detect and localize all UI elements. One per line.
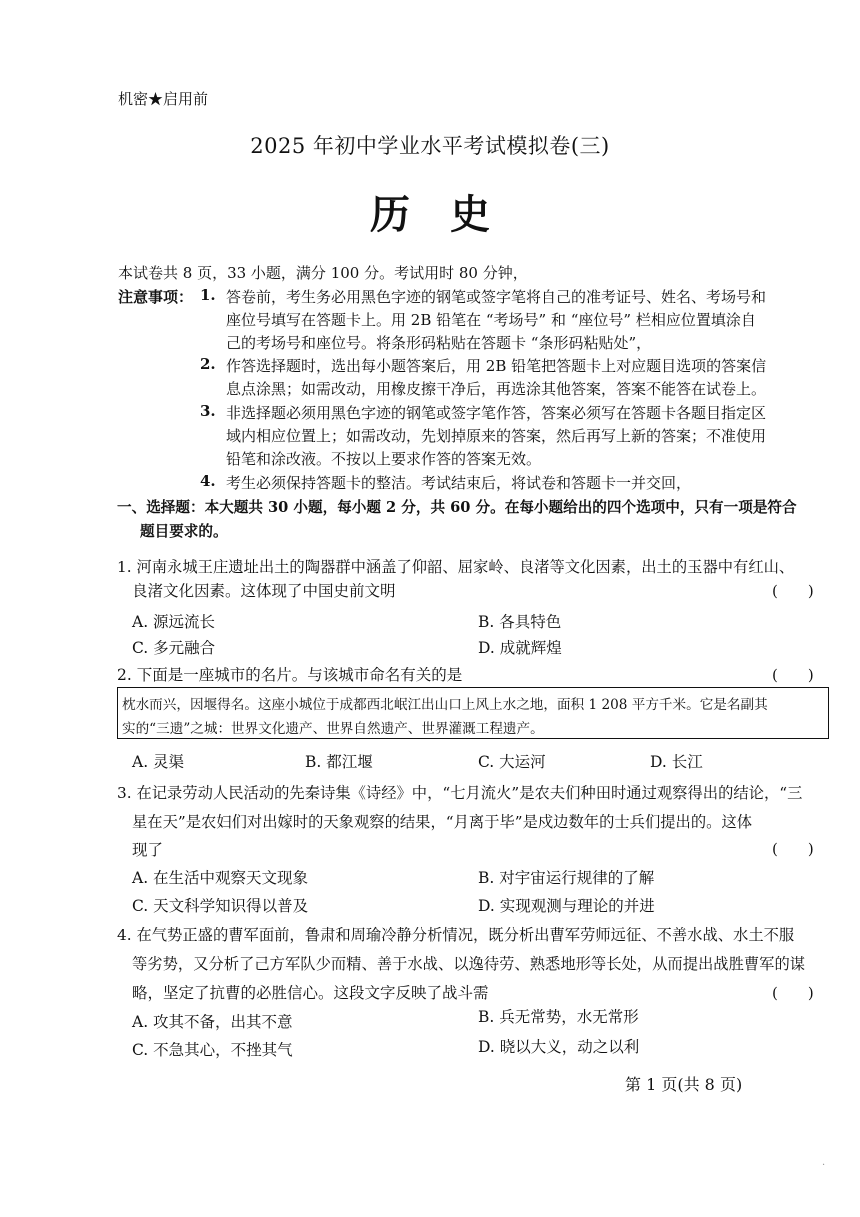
- answer-parentheses: ( ): [772, 666, 814, 684]
- city-card-line-1: 枕水而兴，因堰得名。这座小城位于成都西北岷江出山口上风上水之地，面积 1 208 平方千米。它是名副其: [122, 697, 768, 713]
- confidential-label: 机密★启用前: [118, 90, 209, 108]
- note-number-2: 2.: [200, 355, 216, 373]
- note-2-line-2: 息点涂黑；如需改动，用橡皮擦干净后，再选涂其他答案，答案不能答在试卷上。: [226, 380, 767, 398]
- question-1-option-d: D. 成就辉煌: [478, 639, 562, 657]
- question-2-option-d: D. 长江: [650, 753, 703, 771]
- note-3-line-3: 铅笔和涂改液。不按以上要求作答的答案无效。: [226, 450, 542, 468]
- question-3-option-d: D. 实现观测与理论的并进: [478, 897, 655, 915]
- scan-speck: ·: [822, 1160, 826, 1171]
- note-number-3: 3.: [200, 402, 216, 420]
- question-1-option-c: C. 多元融合: [132, 639, 216, 657]
- note-number-1: 1.: [200, 286, 216, 304]
- note-3-line-2: 域内相应位置上；如需改动，先划掉原来的答案，然后再写上新的答案；不准使用: [226, 427, 767, 445]
- question-2-option-c: C. 大运河: [478, 753, 546, 771]
- exam-intro: 本试卷共 8 页，33 小题，满分 100 分。考试用时 80 分钟，: [118, 264, 528, 282]
- question-2-option-b: B. 都江堰: [305, 753, 373, 771]
- notes-label: 注意事项：: [118, 288, 194, 306]
- page-footer: 第 1 页(共 8 页): [625, 1075, 743, 1094]
- question-4-option-d: D. 晓以大义，动之以利: [478, 1038, 640, 1056]
- note-1-line-1: 答卷前，考生务必用黑色字迹的钢笔或签字笔将自己的准考证号、姓名、考场号和: [226, 288, 767, 306]
- question-4-stem-line-2: 等劣势，又分析了己方军队少而精、善于水战、以逸待劳、熟悉地形等长处，从而提出战胜曹军的谋: [132, 955, 806, 973]
- city-card-line-2: 实的“三遗”之城：世界文化遗产、世界自然遗产、世界灌溉工程遗产。: [122, 721, 544, 737]
- question-4-option-b: B. 兵无常势，水无常形: [478, 1008, 639, 1026]
- section-heading-line-1: 一、选择题：本大题共 30 小题，每小题 2 分，共 60 分。在每小题给出的四个选项中，只有一项是符合: [117, 499, 797, 516]
- exam-title: 2025 年初中学业水平考试模拟卷(三): [250, 134, 610, 158]
- question-3-stem-line-2: 星在天”是农妇们对出嫁时的天象观察的结果，“月离于毕”是戍边数年的士兵们提出的。这体: [132, 813, 753, 831]
- note-4-line-1: 考生必须保持答题卡的整洁。考试结束后，将试卷和答题卡一并交回，: [226, 474, 692, 492]
- question-1-option-a: A. 源远流长: [132, 613, 216, 631]
- section-heading-line-2: 题目要求的。: [140, 523, 228, 540]
- answer-parentheses: ( ): [772, 582, 814, 600]
- question-1-option-b: B. 各具特色: [478, 613, 562, 631]
- question-3-option-a: A. 在生活中观察天文现象: [132, 869, 309, 887]
- question-2-option-a: A. 灵渠: [132, 753, 185, 771]
- question-4-stem-line-3: 略，坚定了抗曹的必胜信心。这段文字反映了战斗需: [132, 984, 489, 1002]
- question-1-stem-line-1: 1. 河南永城王庄遗址出土的陶器群中涵盖了仰韶、屈家岭、良渚等文化因素，出土的玉器中有红山、: [117, 558, 795, 576]
- question-3-stem-line-3: 现了: [132, 841, 164, 859]
- question-3-option-c: C. 天文科学知识得以普及: [132, 897, 309, 915]
- question-4-option-a: A. 攻其不备，出其不意: [132, 1013, 293, 1031]
- question-3-stem-line-1: 3. 在记录劳动人民活动的先秦诗集《诗经》中，“七月流火”是农夫们种田时通过观察得出的结论，“三: [117, 784, 803, 802]
- subject-title: 历史: [370, 191, 530, 238]
- note-1-line-2: 座位号填写在答题卡上。用 2B 铅笔在 “考场号” 和 “座位号” 栏相应位置填涂自: [226, 311, 756, 329]
- answer-parentheses: ( ): [772, 984, 814, 1002]
- note-number-4: 4.: [200, 472, 216, 490]
- question-4-option-c: C. 不急其心，不挫其气: [132, 1041, 293, 1059]
- note-3-line-1: 非选择题必须用黑色字迹的钢笔或签字笔作答，答案必须写在答题卡各题目指定区: [226, 404, 767, 422]
- question-1-stem-line-2: 良渚文化因素。这体现了中国史前文明: [132, 582, 396, 600]
- question-2-stem: 2. 下面是一座城市的名片。与该城市命名有关的是: [117, 666, 463, 684]
- note-1-line-3: 己的考场号和座位号。将条形码粘贴在答题卡 “条形码粘贴处”，: [226, 334, 652, 352]
- answer-parentheses: ( ): [772, 840, 814, 858]
- question-4-stem-line-1: 4. 在气势正盛的曹军面前，鲁肃和周瑜冷静分析情况，既分析出曹军劳师远征、不善水战、水土不服: [117, 926, 795, 944]
- note-2-line-1: 作答选择题时，选出每小题答案后，用 2B 铅笔把答题卡上对应题目选项的答案信: [226, 357, 767, 375]
- question-3-option-b: B. 对宇宙运行规律的了解: [478, 869, 655, 887]
